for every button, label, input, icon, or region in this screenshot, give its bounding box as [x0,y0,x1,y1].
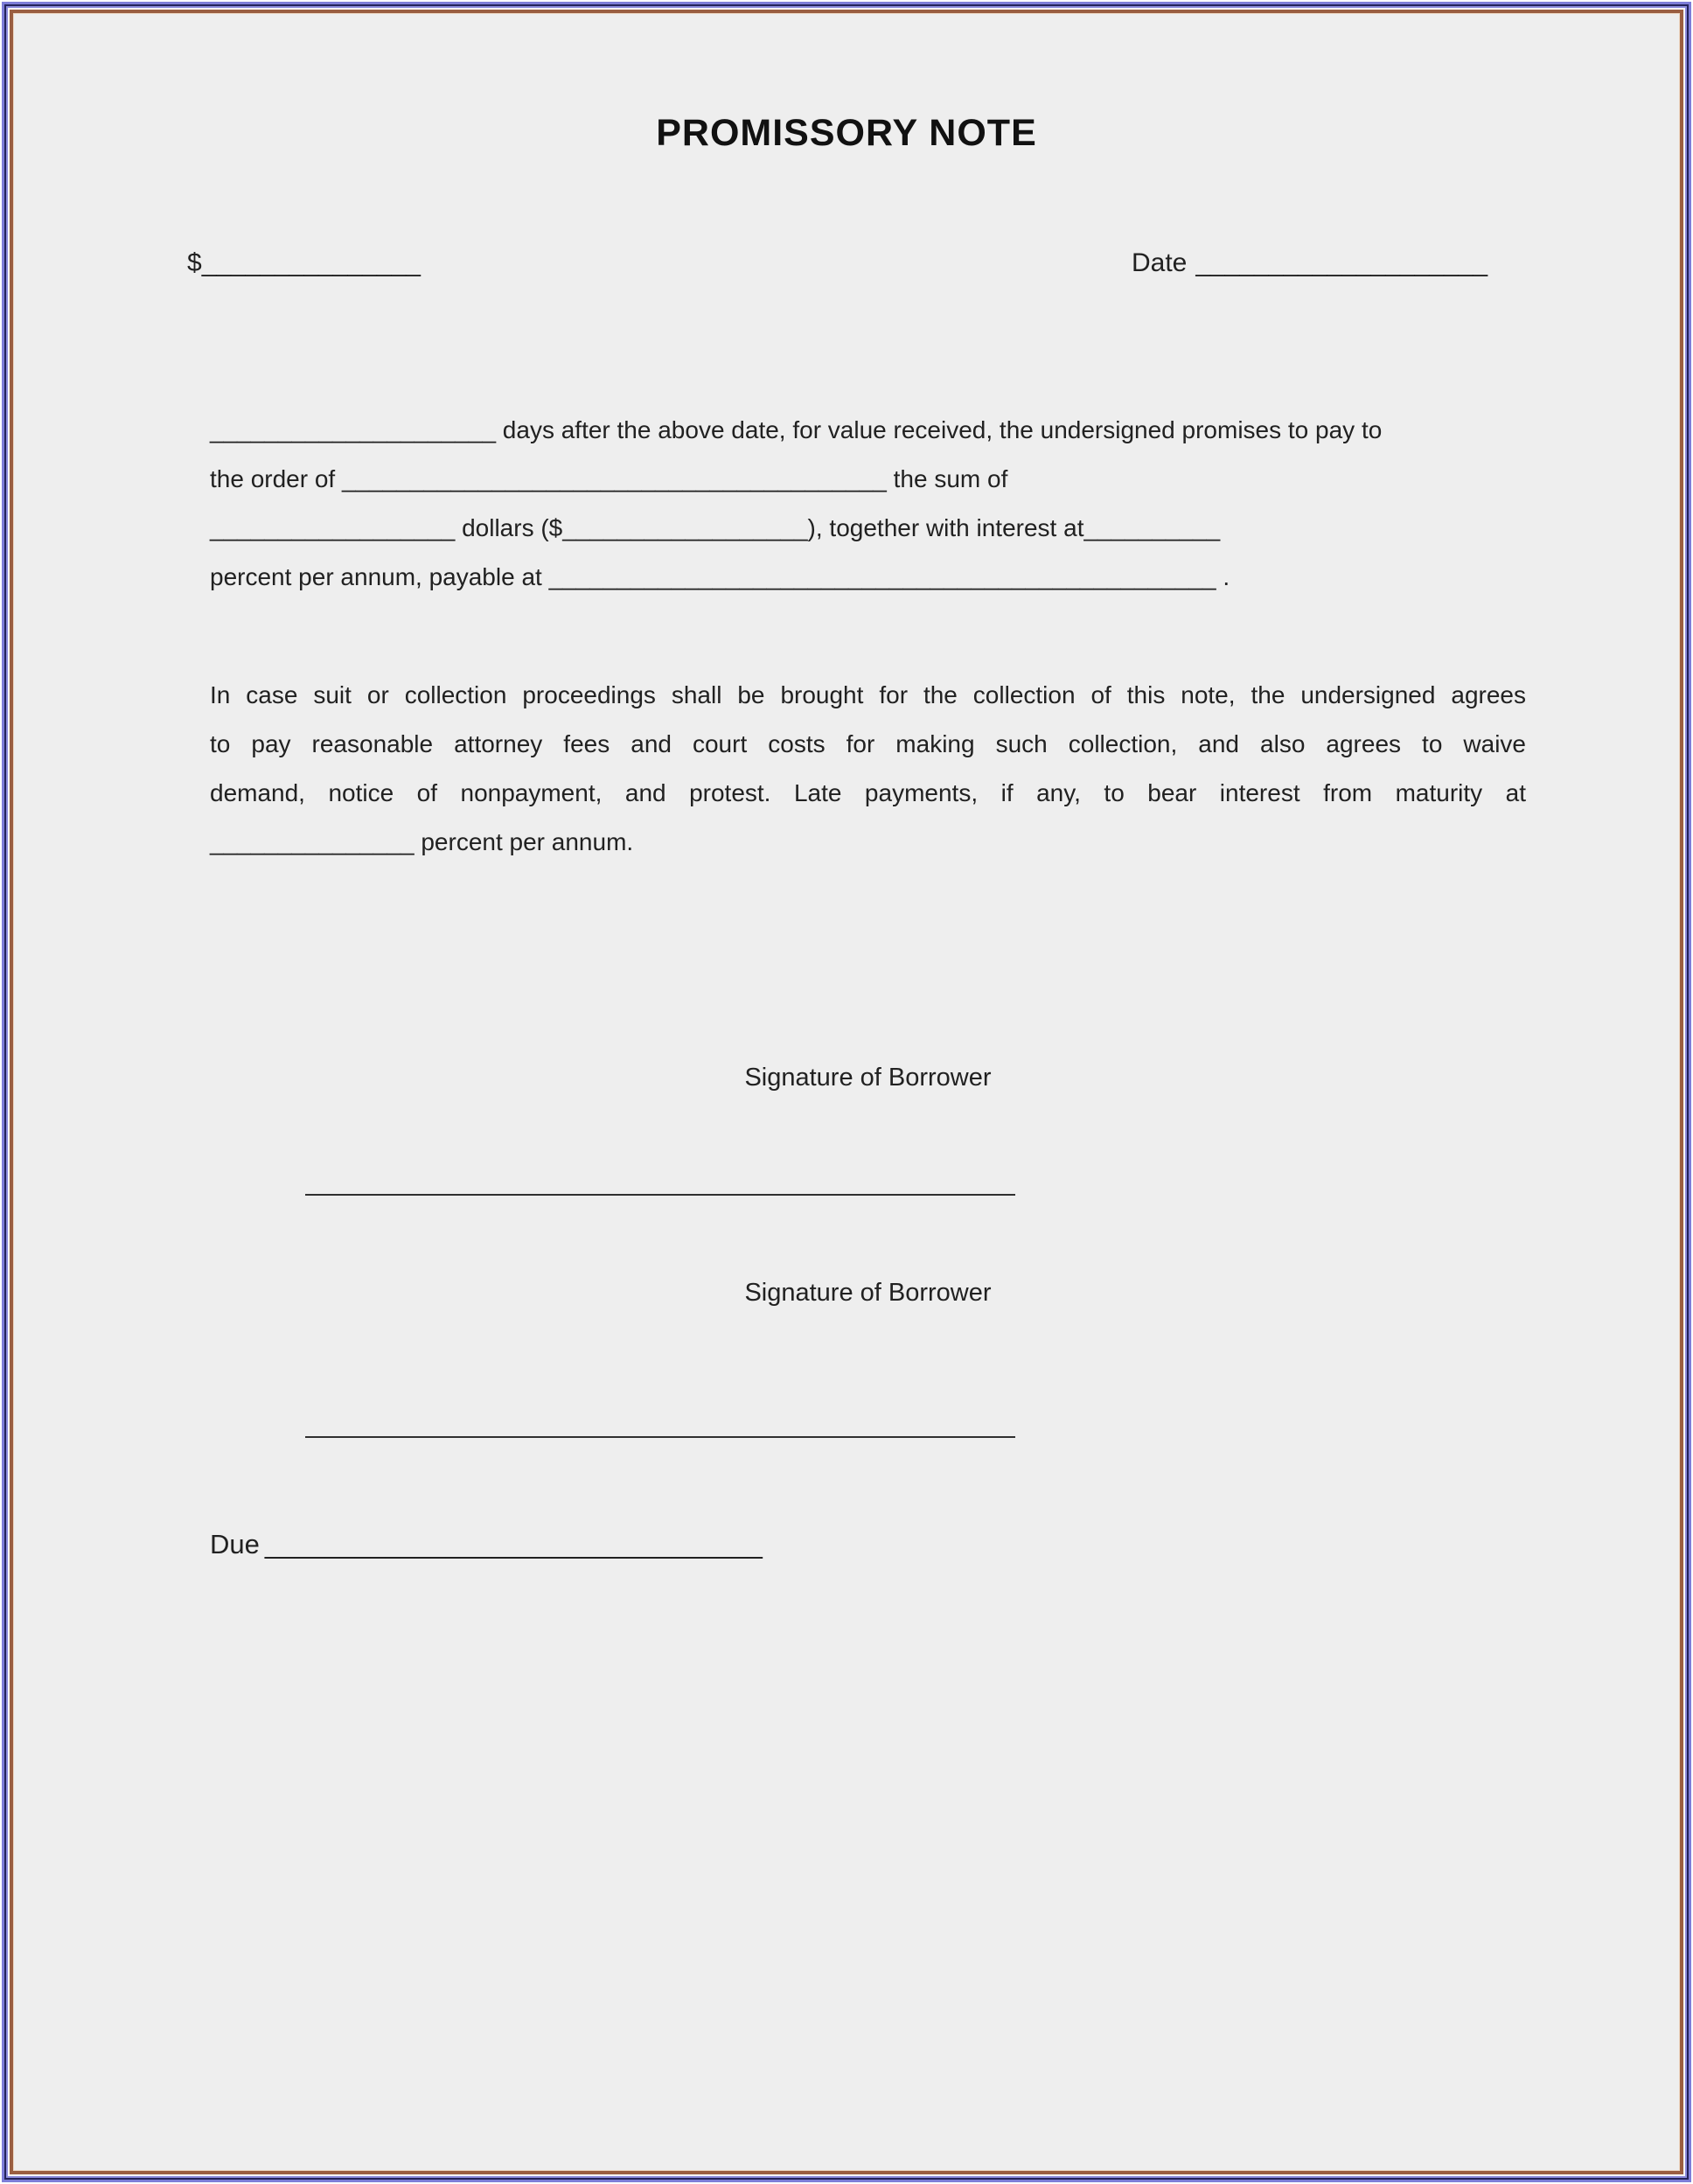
paragraph-line: the order of ________________________________________ the sum of [210,465,1008,492]
document-frame-gap [8,8,1685,2176]
paragraph-line: percent per annum, payable at _________________________________________________ . [210,563,1230,590]
document-frame-outer [2,2,1691,2182]
signature-label-1: Signature of Borrower [744,1064,992,1092]
document-content [14,14,1679,2170]
document-title: PROMISSORY NOTE [656,112,1037,154]
date-label: Date [1132,248,1188,277]
amount-field [187,248,421,278]
date-blank: ____________________ [1195,248,1488,277]
paragraph-line: _____________________ days after the above date, for value received, the undersigned promises to pay to [210,416,1383,443]
signature-line-2 [305,1436,1015,1438]
due-blank: _________________________________ [264,1529,763,1560]
due-field [210,1529,763,1560]
due-label: Due [210,1529,260,1560]
signature-label-2: Signature of Borrower [744,1279,992,1307]
paragraph-line: _______________ percent per annum. [210,828,634,855]
paragraph-line: to pay reasonable attorney fees and court costs for making such collection, and also agrees to waive [210,730,1526,757]
paragraph-line: demand, notice of nonpayment, and protest. Late payments, if any, to bear interest from maturity at [210,779,1526,806]
paragraph-line: __________________ dollars ($__________________), together with interest at__________ [210,514,1221,541]
document-frame-navy [4,4,1689,2180]
document-frame-brown [10,10,1683,2174]
paragraph-line: In case suit or collection proceedings shall be brought for the collection of this note, the undersigned agrees [210,681,1526,708]
dollar-sign: $ [187,248,202,277]
terms-paragraph [210,406,1526,602]
signature-line-1 [305,1194,1015,1196]
amount-blank: _______________ [201,248,421,277]
date-field [1132,248,1487,278]
document-frame-peach [13,13,1680,2171]
document-frame-blue [6,6,1687,2178]
collection-paragraph [210,671,1526,867]
